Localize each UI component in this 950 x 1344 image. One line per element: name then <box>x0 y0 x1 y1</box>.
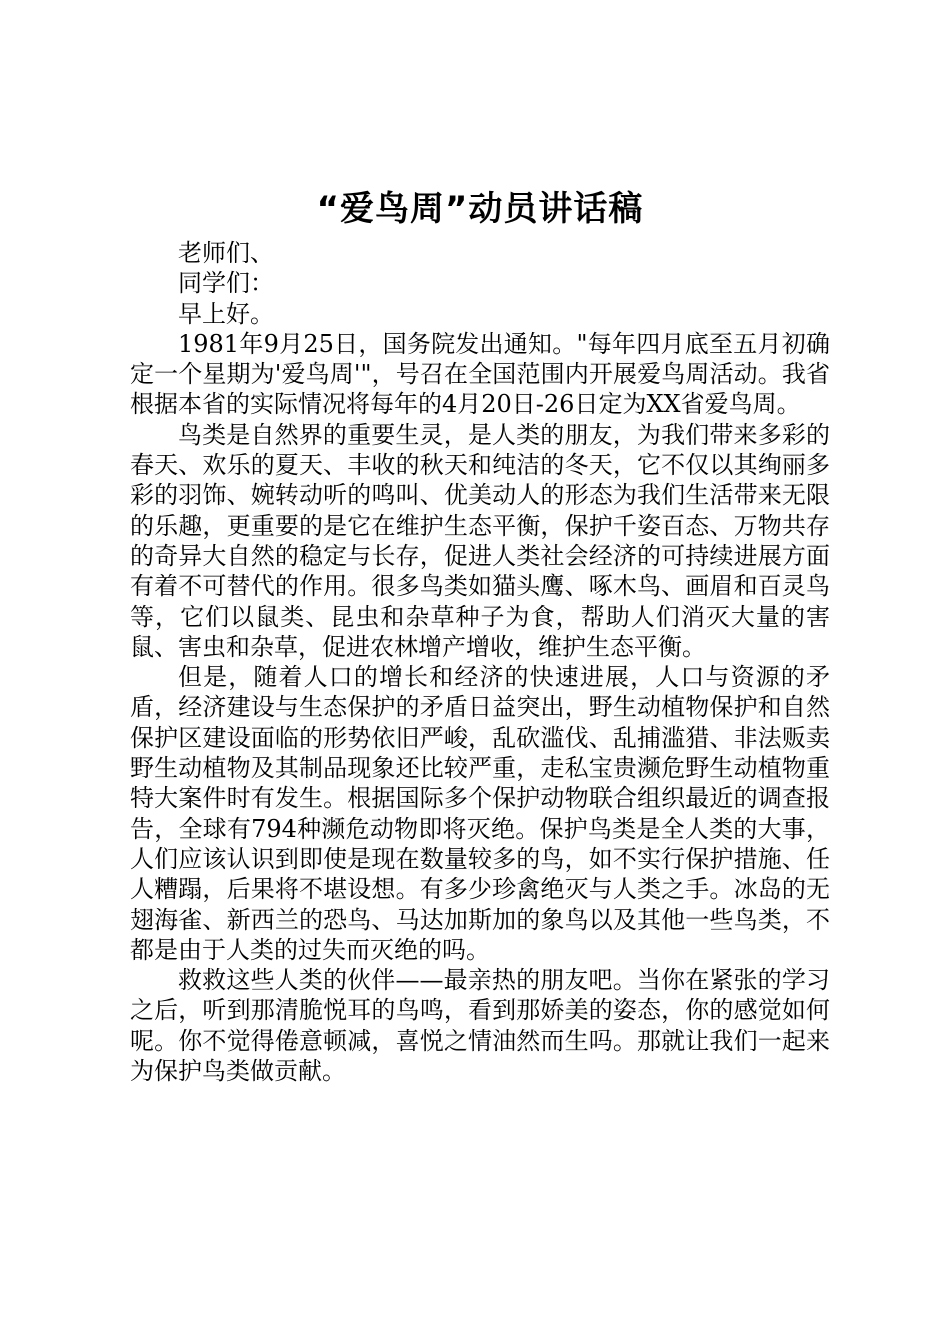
greeting-students: 同学们： <box>178 269 274 298</box>
paragraph-notice: 1981年9月25日，国务院发出通知。"每年四月底至五月初确定一个星期为'爱鸟周'"，号召在全国范围内开展爱鸟周活动。我省根据本省的实际情况将每年的4月20日-26日定为XX省爱鸟周。 <box>130 329 830 419</box>
paragraph-threats: 但是，随着人口的增长和经济的快速进展，人口与资源的矛盾，经济建设与生态保护的矛盾日益突出，野生动植物保护和自然保护区建设面临的形势依旧严峻，乱砍滥伐、乱捕滥猎、非法贩卖野生动植物及其制品现象还比较严重，走私宝贵濒危野生动植物重特大案件时有发生。根据国际多个保护动物联合组织最近的调查报告，全球有794种濒危动物即将灭绝。保护鸟类是全人类的大事，人们应该认识到即使是现在数量较多的鸟，如不实行保护措施、任人糟蹋，后果将不堪设想。有多少珍禽绝灭与人类之手。冰岛的无翅海雀、新西兰的恐鸟、马达加斯加的象鸟以及其他一些鸟类，不都是由于人类的过失而灭绝的吗。 <box>130 663 830 964</box>
paragraph-call-to-action: 救救这些人类的伙伴——最亲热的朋友吧。当你在紧张的学习之后，听到那清脆悦耳的鸟鸣，看到那娇美的姿态，你的感觉如何呢。你不觉得倦意顿减，喜悦之情油然而生吗。那就让我们一起来为保护鸟类做贡献。 <box>130 966 830 1086</box>
paragraph-birds-importance: 鸟类是自然界的重要生灵，是人类的朋友，为我们带来多彩的春天、欢乐的夏天、丰收的秋天和纯洁的冬天，它不仅以其绚丽多彩的羽饰、婉转动听的鸣叫、优美动人的形态为我们生活带来无限的乐趣，更重要的是它在维护生态平衡，保护千姿百态、万物共存的奇异大自然的稳定与长存，促进人类社会经济的可持续进展方面有着不可替代的作用。很多鸟类如猫头鹰、啄木鸟、画眉和百灵鸟等，它们以鼠类、昆虫和杂草种子为食，帮助人们消灭大量的害鼠、害虫和杂草，促进农林增产增收，维护生态平衡。 <box>130 420 830 661</box>
greeting-teachers: 老师们、 <box>178 239 274 267</box>
page-title: “爱鸟周”动员讲话稿 <box>316 189 644 229</box>
greeting-morning: 早上好。 <box>178 299 274 328</box>
document-body <box>130 184 830 1086</box>
